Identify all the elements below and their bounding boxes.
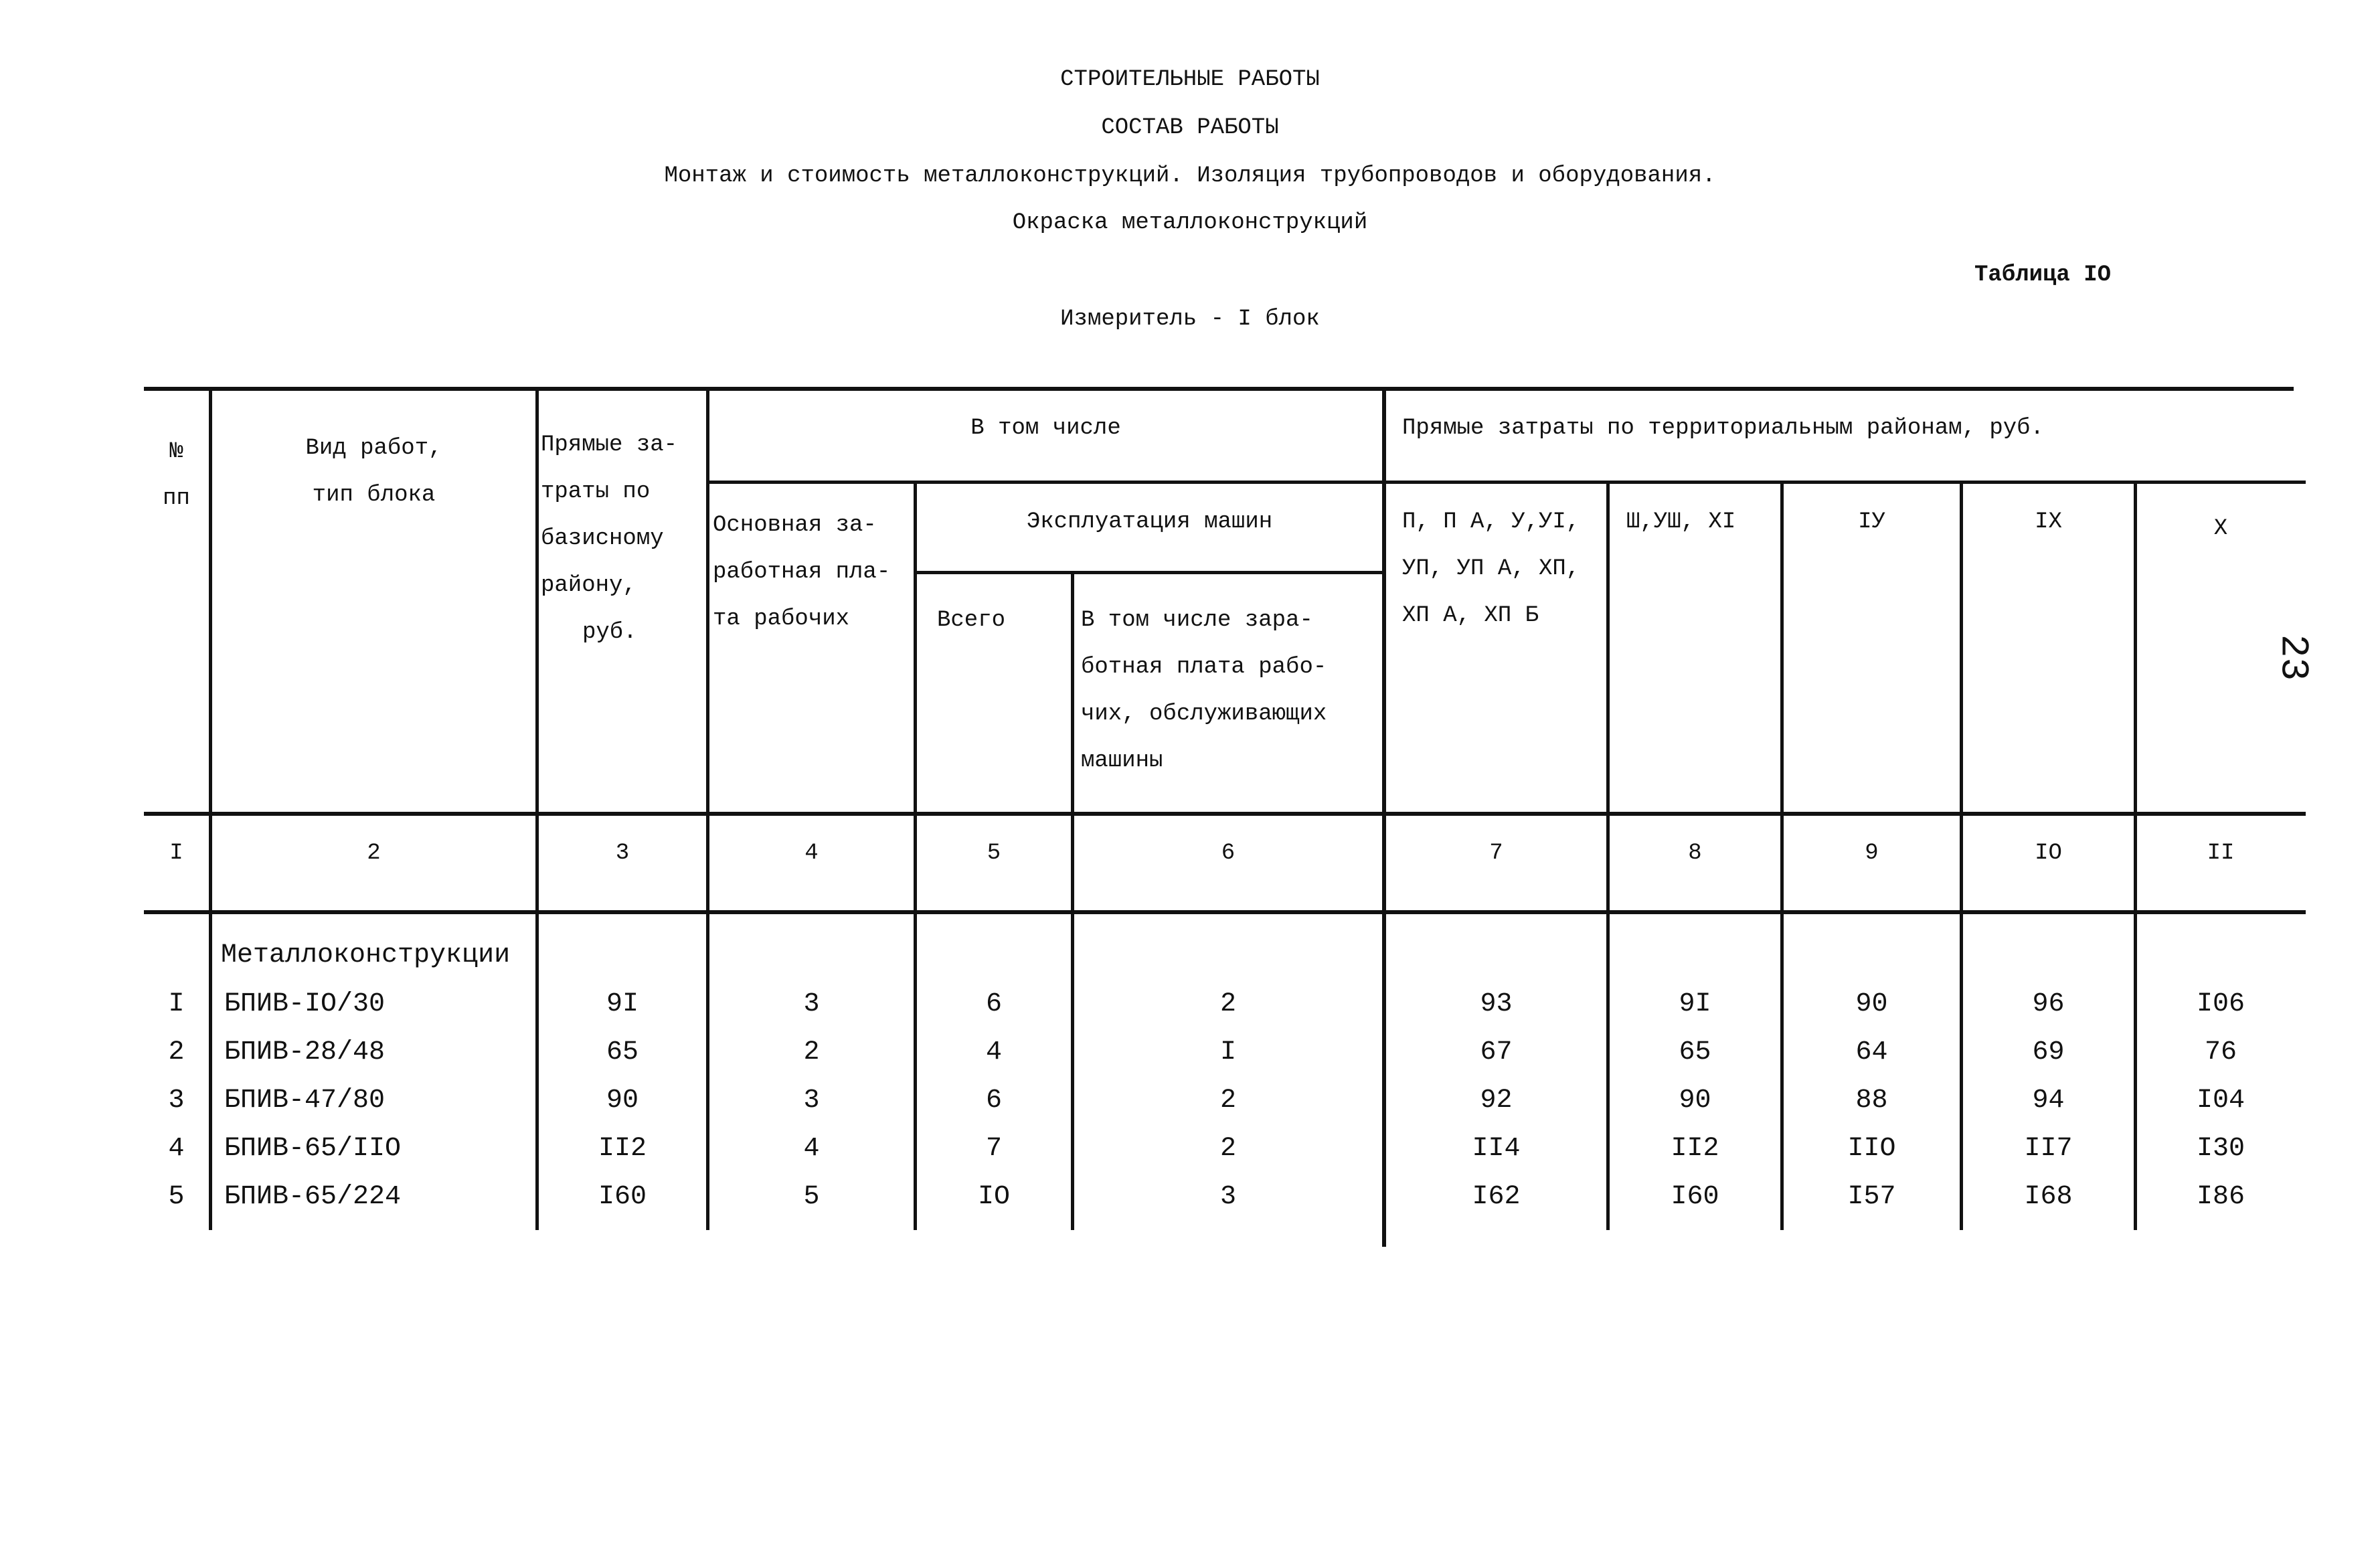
heading-section: Монтаж и стоимость металлоконструкций. Изоляция трубопроводов и оборудования. [664, 163, 1716, 189]
header-machine-wage-3: чих, обслуживающих [1081, 701, 1327, 727]
header-work-type: Вид работ, [305, 436, 442, 461]
cell-region-9: IIO [1847, 1134, 1896, 1164]
cell-row-number: 3 [168, 1086, 185, 1116]
cell-region-7: II4 [1472, 1134, 1521, 1164]
col-number-9: 9 [1865, 841, 1879, 866]
cell-region-10: II7 [2024, 1134, 2073, 1164]
cell-machine-wage: I [1219, 1037, 1236, 1067]
header-machine-wage-2: ботная плата рабо- [1081, 655, 1327, 680]
cell-region-9: I57 [1847, 1182, 1896, 1212]
cell-machine-wage: 3 [1219, 1182, 1236, 1212]
cell-region-8: II2 [1671, 1134, 1719, 1164]
cell-machine-wage: 2 [1219, 989, 1236, 1019]
cell-region-7: I62 [1472, 1182, 1521, 1212]
cell-region-8: 90 [1679, 1086, 1711, 1116]
cell-block-type: БПИВ-65/224 [224, 1182, 402, 1212]
cell-direct-costs: I60 [598, 1182, 647, 1212]
cell-base-wage: 2 [803, 1037, 820, 1067]
header-base-wage-2: работная пла- [713, 559, 891, 585]
header-regional-costs: Прямые затраты по территориальным районам, руб. [1402, 416, 2044, 441]
col-number-3: 3 [615, 841, 630, 866]
cell-region-9: 88 [1855, 1086, 1888, 1116]
cell-region-11: I30 [2196, 1134, 2245, 1164]
heading-subsection: Окраска металлоконструкций [1012, 210, 1368, 236]
cell-region-11: 76 [2204, 1037, 2237, 1067]
header-region-11: X [2213, 516, 2228, 541]
header-total: Всего [937, 608, 1006, 633]
cell-machine-total: 6 [985, 1086, 1002, 1116]
cell-region-8: 9I [1679, 989, 1711, 1019]
header-machine-wage-1: В том числе зара- [1081, 608, 1313, 633]
cell-block-type: БПИВ-IO/30 [224, 989, 386, 1019]
cell-row-number: I [168, 989, 185, 1019]
header-base-wage-3: та рабочих [713, 606, 850, 632]
header-machine-wage-4: машины [1081, 748, 1163, 774]
cell-region-8: 65 [1679, 1037, 1711, 1067]
cell-region-7: 92 [1480, 1086, 1513, 1116]
cell-region-7: 67 [1480, 1037, 1513, 1067]
cell-region-11: I86 [2196, 1182, 2245, 1212]
header-region-9: IУ [1858, 509, 1885, 535]
header-number-sign: № [169, 439, 183, 464]
header-direct-costs-5: руб. [582, 620, 637, 645]
cell-machine-total: 6 [985, 989, 1002, 1019]
col-number-5: 5 [987, 841, 1001, 866]
cell-region-7: 93 [1480, 989, 1513, 1019]
header-block-type: тип блока [312, 483, 436, 508]
cell-base-wage: 3 [803, 989, 820, 1019]
cell-block-type: БПИВ-28/48 [224, 1037, 386, 1067]
cell-direct-costs: II2 [598, 1134, 647, 1164]
header-direct-costs-4: району, [541, 573, 636, 598]
header-direct-costs-1: Прямые за- [541, 432, 678, 458]
col-number-10: IO [2035, 841, 2062, 866]
cell-base-wage: 4 [803, 1134, 820, 1164]
heading-construction-works: СТРОИТЕЛЬНЫЕ РАБОТЫ [1060, 67, 1320, 92]
cell-region-10: 94 [2032, 1086, 2065, 1116]
cell-region-10: I68 [2024, 1182, 2073, 1212]
group-label: Металлоконструкции [221, 940, 511, 970]
col-number-2: 2 [367, 841, 381, 866]
header-including: В том числе [970, 416, 1121, 441]
header-base-wage-1: Основная за- [713, 513, 877, 538]
col-number-7: 7 [1489, 841, 1503, 866]
heading-work-composition: СОСТАВ РАБОТЫ [1101, 115, 1279, 141]
page-number: 23 [2270, 634, 2314, 681]
cell-direct-costs: 9I [606, 989, 639, 1019]
table-label: Таблица IO [1974, 262, 2112, 288]
col-number-4: 4 [804, 841, 819, 866]
cell-machine-wage: 2 [1219, 1134, 1236, 1164]
measure-unit: Измеритель - I блок [1060, 307, 1320, 332]
cell-region-9: 64 [1855, 1037, 1888, 1067]
col-number-1: I [169, 841, 183, 866]
cell-row-number: 5 [168, 1182, 185, 1212]
cell-base-wage: 5 [803, 1182, 820, 1212]
cell-region-10: 69 [2032, 1037, 2065, 1067]
cell-direct-costs: 90 [606, 1086, 639, 1116]
header-direct-costs-3: базисному [541, 526, 664, 551]
cell-block-type: БПИВ-47/80 [224, 1086, 386, 1116]
header-machine-operation: Эксплуатация машин [1026, 509, 1273, 535]
cell-machine-total: IO [977, 1182, 1010, 1212]
col-number-11: II [2207, 841, 2235, 866]
cell-region-11: I04 [2196, 1086, 2245, 1116]
cell-machine-total: 4 [985, 1037, 1002, 1067]
header-direct-costs-2: траты по [541, 479, 651, 505]
cell-machine-total: 7 [985, 1134, 1002, 1164]
cell-row-number: 2 [168, 1037, 185, 1067]
cell-row-number: 4 [168, 1134, 185, 1164]
col-number-8: 8 [1688, 841, 1702, 866]
header-region-8: Ш,УШ, XI [1626, 509, 1736, 535]
cell-region-9: 90 [1855, 989, 1888, 1019]
header-region-7-c: ХП А, ХП Б [1402, 603, 1539, 628]
header-region-10: IX [2035, 509, 2062, 535]
header-pp: пп [163, 486, 190, 511]
cell-block-type: БПИВ-65/IIO [224, 1134, 402, 1164]
cell-region-11: I06 [2196, 989, 2245, 1019]
cell-region-10: 96 [2032, 989, 2065, 1019]
cell-base-wage: 3 [803, 1086, 820, 1116]
header-region-7-b: УП, УП А, ХП, [1402, 556, 1580, 582]
cell-machine-wage: 2 [1219, 1086, 1236, 1116]
cell-direct-costs: 65 [606, 1037, 639, 1067]
cell-region-8: I60 [1671, 1182, 1719, 1212]
header-region-7-a: П, П А, У,УI, [1402, 509, 1580, 535]
col-number-6: 6 [1221, 841, 1236, 866]
